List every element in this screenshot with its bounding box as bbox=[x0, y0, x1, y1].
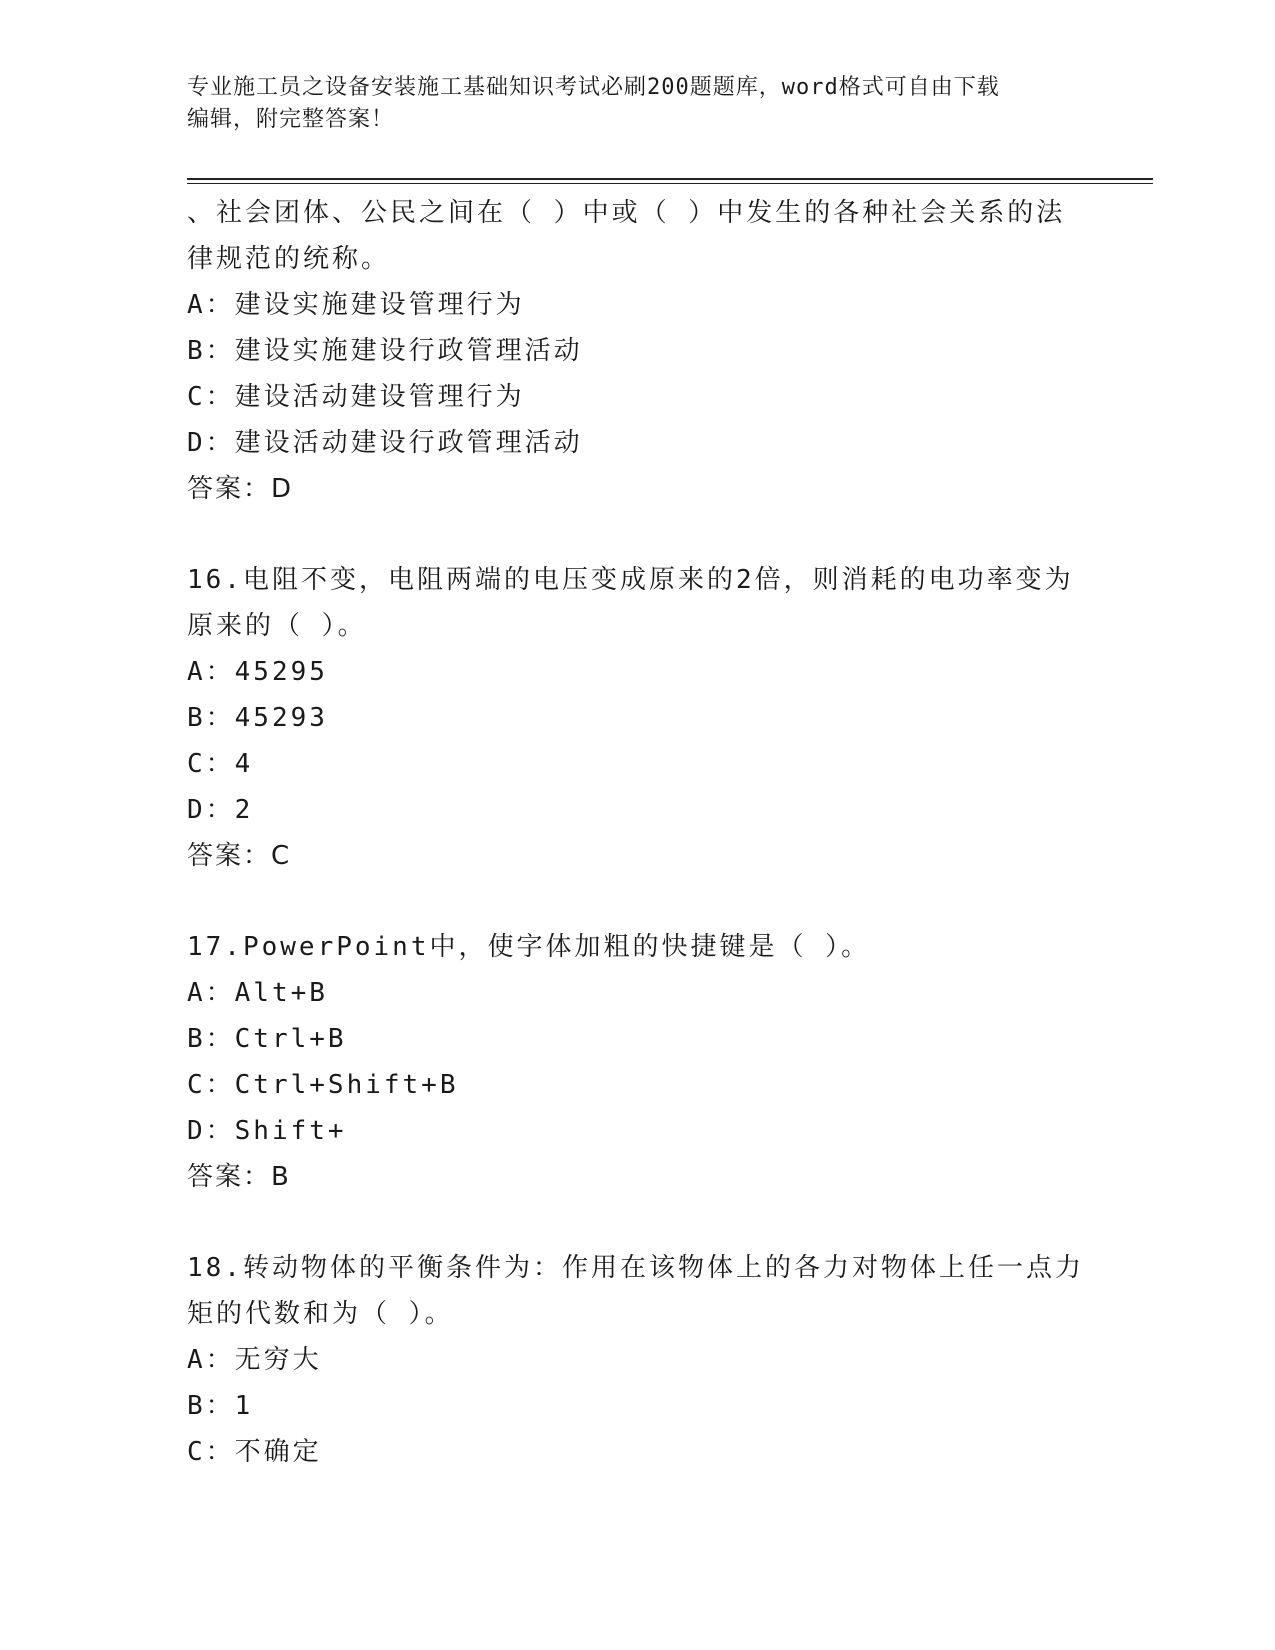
answer-label: 答案：C bbox=[187, 841, 292, 871]
option-a: A：无穷大 bbox=[187, 1345, 322, 1375]
question-stem: 原来的（ ）。 bbox=[187, 611, 367, 641]
header-line-2: 编辑，附完整答案！ bbox=[187, 107, 395, 132]
option-c: C：建设活动建设管理行为 bbox=[187, 382, 525, 412]
option-c: C：Ctrl+Shift+B bbox=[187, 1070, 459, 1100]
option-d: D：建设活动建设行政管理活动 bbox=[187, 428, 583, 458]
header-divider-thin bbox=[187, 183, 1153, 184]
header-line-1: 专业施工员之设备安装施工基础知识考试必刷200题题库，word格式可自由下载 bbox=[187, 75, 1000, 100]
spacer bbox=[187, 1200, 1087, 1245]
question-stem: 律规范的统称。 bbox=[187, 244, 391, 274]
option-b: B：建设实施建设行政管理活动 bbox=[187, 336, 583, 366]
option-d: D：Shift+ bbox=[187, 1116, 347, 1146]
option-a: A：Alt+B bbox=[187, 978, 328, 1008]
question-stem: 17.PowerPoint中，使字体加粗的快捷键是（ ）。 bbox=[187, 932, 871, 962]
option-a: A：45295 bbox=[187, 657, 328, 687]
answer-label: 答案：B bbox=[187, 1162, 291, 1192]
question-stem: 矩的代数和为（ ）。 bbox=[187, 1299, 454, 1329]
document-header bbox=[187, 72, 1087, 136]
spacer bbox=[187, 512, 1087, 557]
question-18 bbox=[187, 1245, 1087, 1475]
question-stem: 18.转动物体的平衡条件为：作用在该物体上的各力对物体上任一点力 bbox=[187, 1253, 1084, 1283]
question-15 bbox=[187, 190, 1087, 512]
option-b: B：1 bbox=[187, 1391, 254, 1421]
option-a: A：建设实施建设管理行为 bbox=[187, 290, 525, 320]
question-stem: 、社会团体、公民之间在（ ）中或（ ）中发生的各种社会关系的法 bbox=[187, 198, 1066, 228]
option-d: D：2 bbox=[187, 795, 254, 825]
question-16 bbox=[187, 557, 1087, 879]
question-17 bbox=[187, 924, 1087, 1200]
header-divider-thick bbox=[187, 178, 1153, 180]
option-c: C：4 bbox=[187, 749, 254, 779]
option-b: B：45293 bbox=[187, 703, 328, 733]
spacer bbox=[187, 879, 1087, 924]
answer-label: 答案：D bbox=[187, 474, 294, 504]
question-list bbox=[187, 190, 1087, 1475]
option-c: C：不确定 bbox=[187, 1437, 322, 1467]
question-stem: 16.电阻不变，电阻两端的电压变成原来的2倍，则消耗的电功率变为 bbox=[187, 565, 1074, 595]
option-b: B：Ctrl+B bbox=[187, 1024, 347, 1054]
